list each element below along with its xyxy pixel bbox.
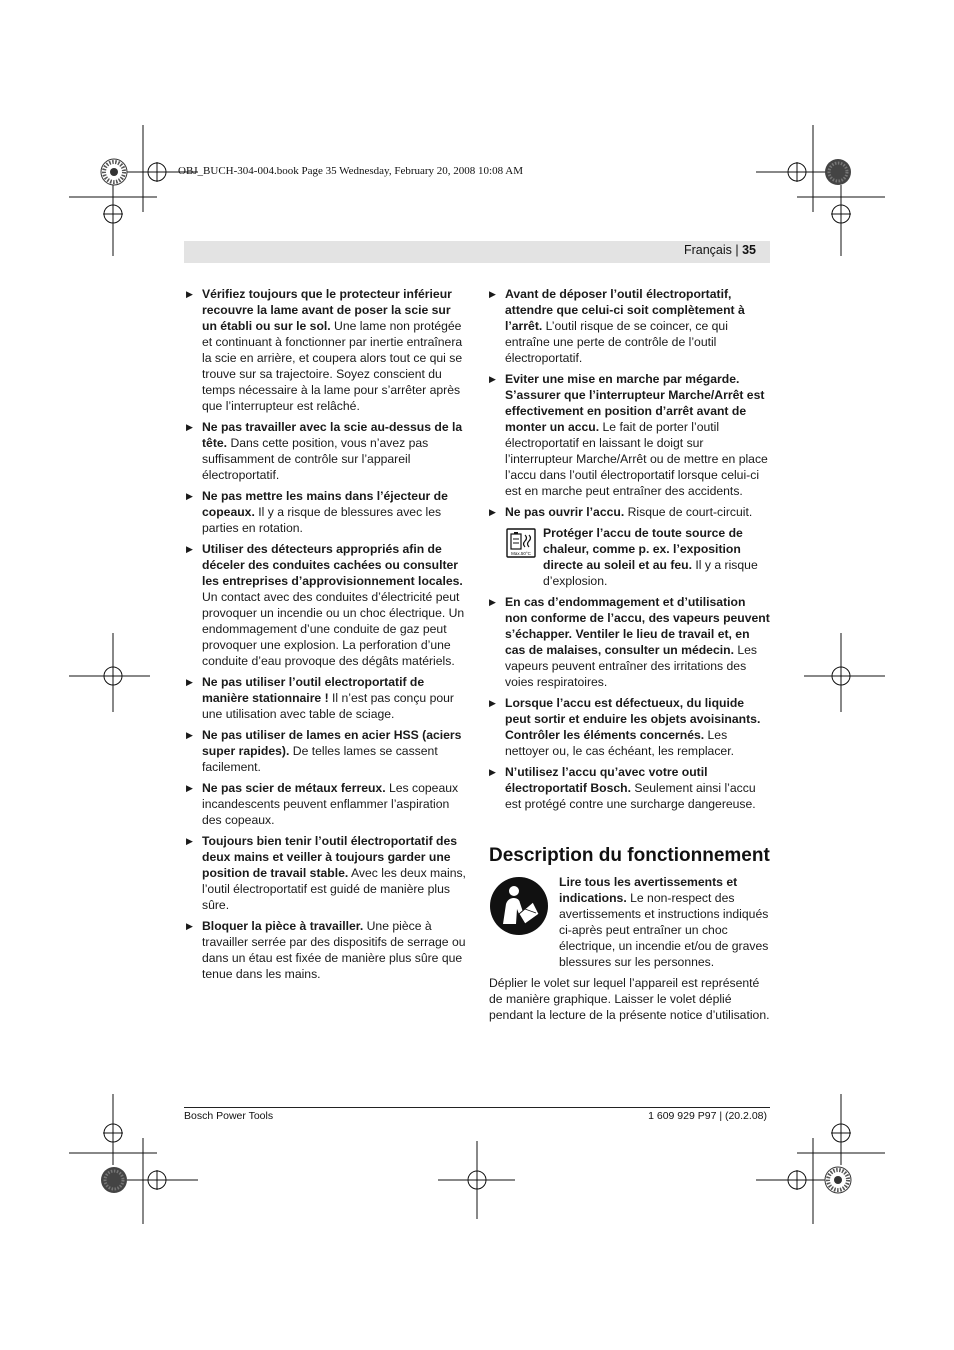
right-safety-list-a <box>489 286 771 520</box>
safety-item <box>186 727 466 775</box>
section-title: Description du fonctionnement <box>489 845 770 866</box>
bullet-arrow-icon: ▶ <box>186 730 193 740</box>
safety-item <box>186 286 466 414</box>
page-header-bar <box>184 241 770 263</box>
safety-item-bold: Bloquer la pièce à travailler. <box>202 919 364 933</box>
safety-item-bold: En cas d’endommagement et d’utilisation non conforme de l’accu, des vapeurs peuvent s’échapper. Ventiler le lieu de travail et, en cas de malaises, consulter un médecin. <box>505 595 770 657</box>
safety-item <box>489 594 771 690</box>
right-column <box>489 286 771 1028</box>
safety-item-bold: Ne pas utiliser l’outil electroportatif de manière stationnaire ! <box>202 675 425 705</box>
safety-item-bold: N’utilisez l’accu qu’avec votre outil électroportatif Bosch. <box>505 765 708 795</box>
bullet-arrow-icon: ▶ <box>186 836 193 846</box>
safety-item <box>186 918 466 982</box>
safety-item-bold: Eviter une mise en marche par mégarde. S’assurer que l’interrupteur Marche/Arrêt est effectivement en position d’arrêt avant de monter un accu. <box>505 372 765 434</box>
heat-warning-paragraph <box>489 525 771 589</box>
safety-item-text: Le fait de porter l’outil électroportatif en laissant le doigt sur l’interrupteur Marche/Arrêt ou de mettre en place l’accu dans l’outil électroportatif lorsque celui-ci est en marche peut entraîner des accidents. <box>505 420 768 498</box>
bullet-arrow-icon: ▶ <box>186 544 193 554</box>
fold-out-paragraph: Déplier le volet sur lequel l’appareil est représenté de manière graphique. Laisser le volet déplié pendant la lecture de la présente notice d’utilisation. <box>489 976 770 1022</box>
bullet-arrow-icon: ▶ <box>489 289 496 299</box>
safety-item-text: Une pièce à travailler serrée par des dispositifs de serrage ou dans un étau est fixée de manière plus sûre que tenue dans les mains. <box>202 919 466 981</box>
read-bold: Lire tous les avertissements et indications. <box>559 875 738 905</box>
page-number: 35 <box>742 243 756 257</box>
safety-item-bold: Avant de déposer l’outil électroportatif, attendre que celui-ci soit complètement à l’arrêt. <box>505 287 745 333</box>
header-language: Français <box>683 243 732 257</box>
read-text: Le non-respect des avertissements et instructions indiqués ci-après peut entraîner un choc électrique, un incendie et/ou de graves blessures sur les personnes. <box>559 891 769 969</box>
bullet-arrow-icon: ▶ <box>489 597 496 607</box>
safety-item-text: De telles lames se cassent facilement. <box>202 744 438 774</box>
heat-warning-bold: Protéger l’accu de toute source de chaleur, comme p. ex. l’exposition directe au soleil et au feu. <box>543 526 743 572</box>
safety-item-text: Un contact avec des conduites d’électricité peut provoquer un incendie ou un choc électrique. Un endommagement d’une conduite de gaz peut provoquer une explosion. La perforation d’une conduite d’eau provoque des dégâts matériels. <box>202 590 465 668</box>
safety-item <box>489 286 771 366</box>
safety-item-bold: Lorsque l’accu est défectueux, du liquide peut sortir et enduire les objets avoisinants. Contrôler les éléments concernés. <box>505 696 761 742</box>
bullet-arrow-icon: ▶ <box>186 491 193 501</box>
safety-item <box>186 541 466 669</box>
safety-item <box>489 371 771 499</box>
read-instructions-paragraph <box>489 874 771 970</box>
safety-item-bold: Ne pas utiliser de lames en acier HSS (aciers super rapides). <box>202 728 462 758</box>
bullet-arrow-icon: ▶ <box>186 422 193 432</box>
safety-item <box>186 833 466 913</box>
read-manual-icon <box>489 876 549 936</box>
safety-item-text: Une lame non protégée et continuant à fonctionner par inertie entraînera la scie en arrière, et coupera alors tout ce qui se trouve sur sa trajectoire. Soyez conscient du temps nécessaire à la lame pour s’arrêter après que l’interrupteur est relâché. <box>202 319 463 413</box>
safety-item-text: Risque de court-circuit. <box>624 505 753 519</box>
safety-item <box>186 419 466 483</box>
safety-item-bold: Utiliser des détecteurs appropriés afin de déceler des conduites cachées ou consulter les entreprises d’approvisionnement locales. <box>202 542 463 588</box>
page-header-text <box>684 243 756 257</box>
safety-item <box>489 764 771 812</box>
header-separator: | <box>731 243 743 257</box>
safety-item-text: Seulement ainsi l’accu est protégé contre une surcharge dangereuse. <box>505 781 756 811</box>
battery-heat-icon-label: Max.50°C <box>511 551 531 556</box>
footer-rule <box>184 1107 770 1108</box>
safety-item-text: L’outil risque de se coincer, ce qui entraîne une perte de contrôle de l’outil électroportatif. <box>505 319 728 365</box>
safety-item-text: Il y a risque de blessures avec les parties en rotation. <box>202 505 442 535</box>
safety-item-text: Avec les deux mains, l’outil électroportatif est guidé de manière plus sûre. <box>202 866 466 912</box>
battery-heat-icon <box>506 528 536 558</box>
bullet-arrow-icon: ▶ <box>489 507 496 517</box>
bullet-arrow-icon: ▶ <box>186 783 193 793</box>
right-safety-list-b <box>489 594 771 812</box>
heat-warning-text: Il y a risque d’explosion. <box>543 558 758 588</box>
safety-item-bold: Vérifiez toujours que le protecteur inférieur recouvre la lame avant de poser la scie sur un établi ou sur le sol. <box>202 287 452 333</box>
safety-item-bold: Ne pas mettre les mains dans l’éjecteur de copeaux. <box>202 489 448 519</box>
bullet-arrow-icon: ▶ <box>186 921 193 931</box>
safety-item-bold: Ne pas ouvrir l’accu. <box>505 505 625 519</box>
safety-item-bold: Toujours bien tenir l’outil électroportatif des deux mains et veiller à toujours garder une position de travail stable. <box>202 834 458 880</box>
safety-item-text: Les vapeurs peuvent entraîner des irritations des voies respiratoires. <box>505 643 757 689</box>
safety-item-text: Dans cette position, vous n’avez pas suffisamment de contrôle sur l’appareil électroportatif. <box>202 436 429 482</box>
safety-item-bold: Ne pas travailler avec la scie au-dessus de la tête. <box>202 420 463 450</box>
safety-item <box>186 488 466 536</box>
safety-item <box>489 695 771 759</box>
footer-doc-number: 1 609 929 P97 | (20.2.08) <box>648 1110 767 1122</box>
bullet-arrow-icon: ▶ <box>186 677 193 687</box>
bullet-arrow-icon: ▶ <box>489 767 496 777</box>
safety-item-bold: Ne pas scier de métaux ferreux. <box>202 781 386 795</box>
left-column <box>186 286 466 987</box>
safety-item-text: Les copeaux incandescents peuvent enflammer l’aspiration des copeaux. <box>202 781 459 827</box>
safety-item <box>489 504 771 520</box>
bullet-arrow-icon: ▶ <box>489 374 496 384</box>
footer-publisher: Bosch Power Tools <box>184 1110 274 1122</box>
book-file-header: OBJ_BUCH-304-004.book Page 35 Wednesday, February 20, 2008 10:08 AM <box>178 165 523 177</box>
safety-item <box>186 780 466 828</box>
bullet-arrow-icon: ▶ <box>186 289 193 299</box>
safety-item <box>186 674 466 722</box>
safety-item-text: Il n’est pas conçu pour une utilisation avec table de sciage. <box>202 691 454 721</box>
safety-item-text: Les nettoyer ou, le cas échéant, les remplacer. <box>505 728 734 758</box>
bullet-arrow-icon: ▶ <box>489 698 496 708</box>
